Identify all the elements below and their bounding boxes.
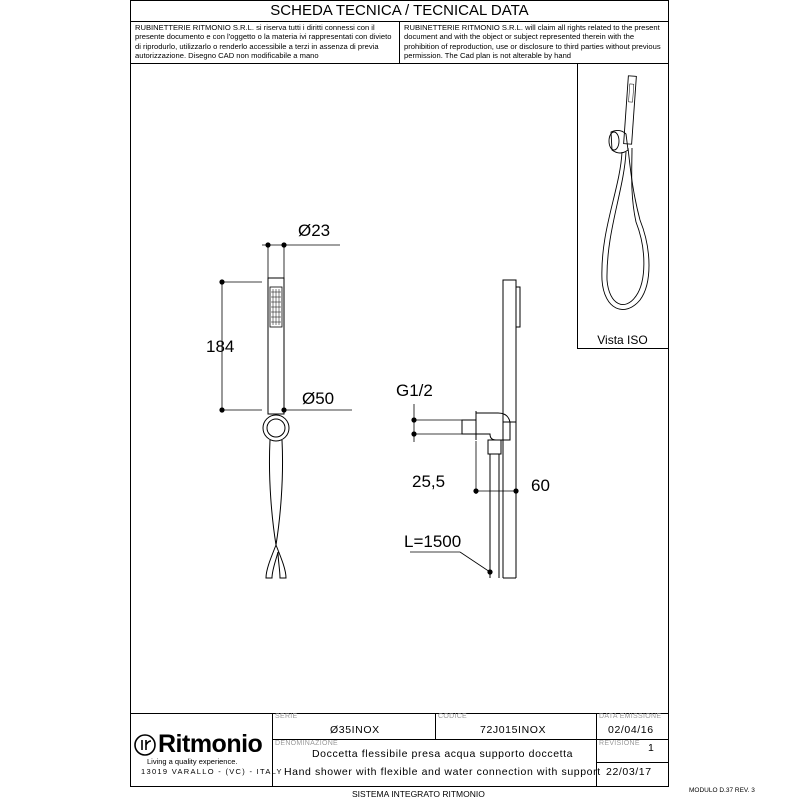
caption-data-emissione: DATA EMISSIONE [599, 713, 662, 720]
dim-hose-length: L=1500 [404, 532, 462, 551]
dim-diameter-23: Ø23 [298, 221, 331, 240]
ritmonio-logo-mark-icon [134, 734, 156, 756]
iso-view-label: Vista ISO [597, 333, 648, 347]
shower-handle-side [503, 280, 516, 422]
dim-60: 60 [531, 476, 550, 495]
company-address: 13019 VARALLO - (VC) - ITALY [141, 767, 283, 776]
hose-front-left [266, 440, 278, 578]
caption-codice: CODICE [438, 713, 468, 720]
caption-revisione: REVISIONE [599, 740, 640, 747]
sheet-title: SCHEDA TECNICA / TECNICAL DATA [131, 1, 668, 22]
title-block-divider-code [435, 713, 436, 739]
spray-face-side [516, 287, 520, 327]
caption-denominazione: DENOMINAZIONE [275, 740, 339, 747]
iso-sketch [602, 76, 649, 310]
data-emissione-value: 02/04/16 [608, 724, 654, 736]
title-block-rev-rule [597, 762, 668, 763]
wall-bracket-side [476, 413, 510, 440]
serie-value: Ø35INOX [330, 724, 380, 736]
dim-length-184: 184 [206, 337, 235, 356]
footer-module: MODULO D.37 REV. 3 [689, 787, 755, 794]
spray-nozzles [271, 289, 281, 325]
revisione-value: 1 [648, 742, 655, 754]
dim-diameter-50: Ø50 [302, 389, 335, 408]
footer-system: SISTEMA INTEGRATO RITMONIO [352, 789, 485, 799]
water-connection-g12 [462, 420, 476, 434]
title-block-top-rule [131, 713, 668, 714]
dim-thread-g12: G1/2 [396, 381, 433, 400]
copyright-notice-italian: RUBINETTERIE RITMONIO S.R.L. si riserva tutti i diritti connessi con il presente documento e con l'oggetto o la materia ivi rappresentati con divieto di riprodurlo, utilizzarlo o renderlo accessibile a terzi in assenza di previa autorizzazione. Disegno CAD non modificabile a mano [135, 23, 392, 61]
caption-serie: SERIE [275, 713, 298, 720]
denominazione-italian: Doccetta flessibile presa acqua supporto doccetta [312, 748, 574, 760]
hose-nut-side [488, 440, 501, 454]
dim-25-5: 25,5 [412, 472, 446, 491]
codice-value: 72J015INOX [480, 724, 547, 736]
copyright-notice-english: RUBINETTERIE RITMONIO S.R.L. will claim all rights related to the present document and with the object or subject represented therein with the prohibition of reproduction, use or disclosure to third parties without previous permission. The Cad plan is not alterable by hand [404, 23, 661, 61]
denominazione-english: Hand shower with flexible and water connection with support [284, 766, 601, 778]
wall-bracket-inner [267, 419, 285, 437]
logo-tagline: Living a quality experience. [147, 757, 238, 766]
data-revisione-value: 22/03/17 [606, 766, 652, 778]
logo-brand-name: Ritmonio [158, 730, 263, 758]
hose-front-right [276, 440, 286, 578]
